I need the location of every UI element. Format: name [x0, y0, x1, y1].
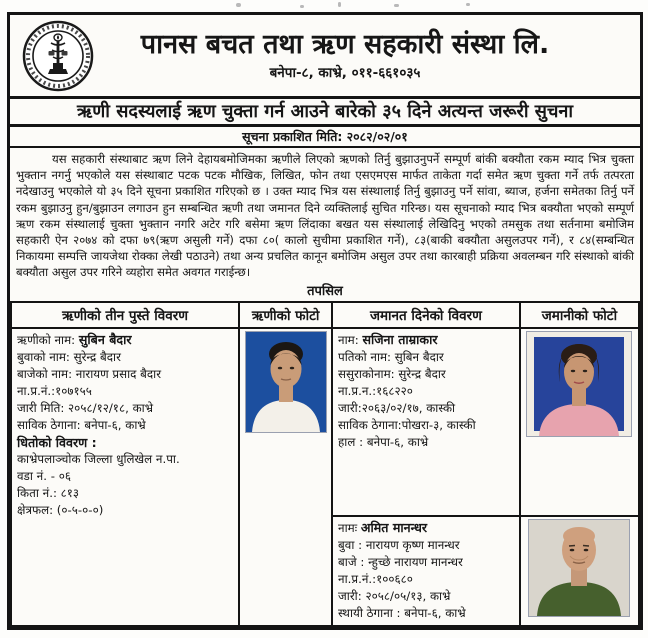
guarantor2-name-label: नामः — [338, 521, 361, 535]
guarantor1-detail-line: ना.प्र.न.:१६८२२० — [338, 384, 413, 398]
guarantor2-photo — [528, 519, 630, 617]
guarantor1-detail-line: जारी:२०६३/०२/१७, कास्की — [338, 401, 456, 415]
borrower-detail-line: ना.प्र.नं.:१०७१५५ — [17, 384, 92, 398]
guarantor2-name-line — [338, 519, 514, 537]
notice-body-paragraph: यस सहकारी संस्थाबाट ऋण लिने देहायबमोजिमका ऋणीले लिएको ऋणको तिर्नु बुझाउनुपर्ने सम्पूर्ण बांकी बक्यौता रकम म्याद भित्र चुक्ता भुक्तान नगर्नु भएकोले यस संस्थाबाट पटक पटक मौखिक, लिखित, फोन तथा एसएमएस मार्फत ताकेता गर्दा समेत ऋण चुक्ता गर्ने तर्फ तत्परता नदेखाउनु भएकोले यो ३५ दिने सूचना प्रकाशित गरिएको छ । उक्त म्याद भित्र यस संस्थालाई तिर्नु बुझाउनु पर्ने सांवा, ब्याज, हर्जना समेतका तिर्नु पर्ने रकम बुझाउनु हुन/बुझाउन लगाउन हुन सम्बन्धित ऋणी तथा जमानत दिने व्यक्तिलाई सुचित गरिन्छ। यस सूचनाको म्याद भित्र बक्यौता भएको सम्पूर्ण ऋण रकम संस्थालाई चुक्ता भुक्तान नगरि अटेर गरि बसेमा ऋण लिंदाका बखत यस संस्थालाई लेखिदिनु भएको तमसुक तथा सर्तनामा बमोजिम सहकारी ऐन २०७४ को दफा ७९(ऋण असुली गर्ने) दफा ८०( कालो सुचीमा प्रकाशित गर्ने), ८३(बाकी बक्यौता असुलउपर गर्ने), र ८४(सम्बन्धित निकायमा सम्पत्ति जायजेथा रोक्का लेखी पठाउने) तथा अन्य प्रचलित कानून बमोजिम असुल उपर तथा कारबाही प्रक्रिया अवलम्बन गरि संस्थाको बांकी बक्यौता असुल उपर गरिने व्यहोरा समेत अवगत गराईन्छ। — [16, 152, 634, 279]
notice-body — [10, 148, 640, 280]
org-address: बनेपा-८, काभ्रे, ०११-६६१०३५ — [269, 65, 421, 82]
borrower-name: सुबिन बैदार — [78, 332, 132, 347]
guarantor1-name-line — [338, 331, 514, 349]
guarantor1-name-label: नाम: — [338, 333, 363, 347]
borrower-name-label: ऋणीको नाम: — [17, 333, 79, 347]
table-row — [11, 328, 639, 516]
notice-headline: ऋणी सदस्यलाई ऋण चुक्ता गर्न आउने बारेको ३५ दिने अत्यन्त जरूरी सुचना — [10, 99, 640, 127]
borrower-detail-line: जारी मिति: २०५८/१२/१८, काभ्रे — [17, 401, 153, 415]
collateral-line: किता नं.: ८१३ — [17, 486, 80, 500]
collateral-line: काभ्रेपलाञ्चोक जिल्ला धुलिखेल न.पा. — [17, 452, 180, 466]
col-header-borrower-details: ऋणीको तीन पुस्ते विवरण — [11, 302, 239, 328]
guarantor1-name: सजिना ताम्राकार — [362, 332, 438, 347]
borrower-detail-line: साविक ठेगाना: बनेपा-६, काभ्रे — [17, 418, 146, 432]
borrower-detail-line: बाजेको नाम: नारायण प्रसाद बैदार — [17, 367, 162, 381]
col-header-guarantor-photo: जमानीको फोटो — [520, 302, 639, 328]
guarantor1-detail-line: ससुराकोनाम: सुरेन्द्र बैदार — [338, 367, 446, 381]
guarantor1-photo — [526, 331, 632, 437]
borrower-photo — [245, 331, 327, 433]
collateral-line: वडा नं. - ०६ — [17, 469, 71, 483]
col-header-borrower-photo: ऋणीको फोटो — [239, 302, 332, 328]
org-name: पानस बचत तथा ऋण सहकारी संस्था लि. — [140, 29, 550, 61]
guarantor2-detail-line: बुवा : नारायण कृष्ण मानन्धर — [338, 538, 460, 552]
publish-date-bar: सूचना प्रकाशित मिति: २०८२/०२/०१ — [10, 127, 640, 149]
tapasil-heading: तपसिल — [307, 284, 343, 299]
guarantor2-photo-cell — [520, 516, 639, 626]
cooperative-seal-icon — [22, 20, 94, 92]
guarantor2-detail-line: बाजे : न्हुच्छे नारायण मानन्धर — [338, 555, 463, 569]
borrower-name-line — [17, 331, 233, 349]
details-table — [10, 301, 640, 627]
masthead-text — [10, 29, 640, 81]
collateral-line: क्षेत्रफल: (०-५-०-०) — [17, 503, 104, 517]
table-header-row — [11, 302, 639, 328]
borrower-photo-cell — [239, 328, 332, 626]
col-header-guarantor-details: जमानत दिनेको विवरण — [332, 302, 520, 328]
guarantor2-details-cell — [332, 516, 520, 626]
guarantor1-photo-cell — [520, 328, 639, 516]
guarantor1-detail-line: हाल : बनेपा-६, काभ्रे — [338, 435, 429, 449]
guarantor1-detail-line: पतिको नाम: सुबिन बैदार — [338, 350, 444, 364]
guarantor2-detail-line: स्थायी ठेगाना : बनेपा-६, काभ्रे — [338, 606, 466, 620]
clipping-edge-artifacts — [0, 2, 648, 11]
borrower-detail-line: बुवाको नाम: सुरेन्द्र बैदार — [17, 350, 121, 364]
masthead — [10, 15, 640, 99]
guarantor2-name: अमित मानन्धर — [360, 520, 427, 535]
guarantor2-detail-line: ना.प्र.नं.:१००६८० — [338, 572, 413, 586]
guarantor1-detail-line: साविक ठेगाना:पोखरा-३, कास्की — [338, 418, 476, 432]
guarantor1-details-cell — [332, 328, 520, 516]
borrower-details-cell — [11, 328, 239, 626]
document-frame — [7, 12, 643, 630]
guarantor2-detail-line: जारी: २०५८/०५/१३, काभ्रे — [338, 589, 451, 603]
collateral-title: धितोको विवरण : — [17, 435, 97, 450]
